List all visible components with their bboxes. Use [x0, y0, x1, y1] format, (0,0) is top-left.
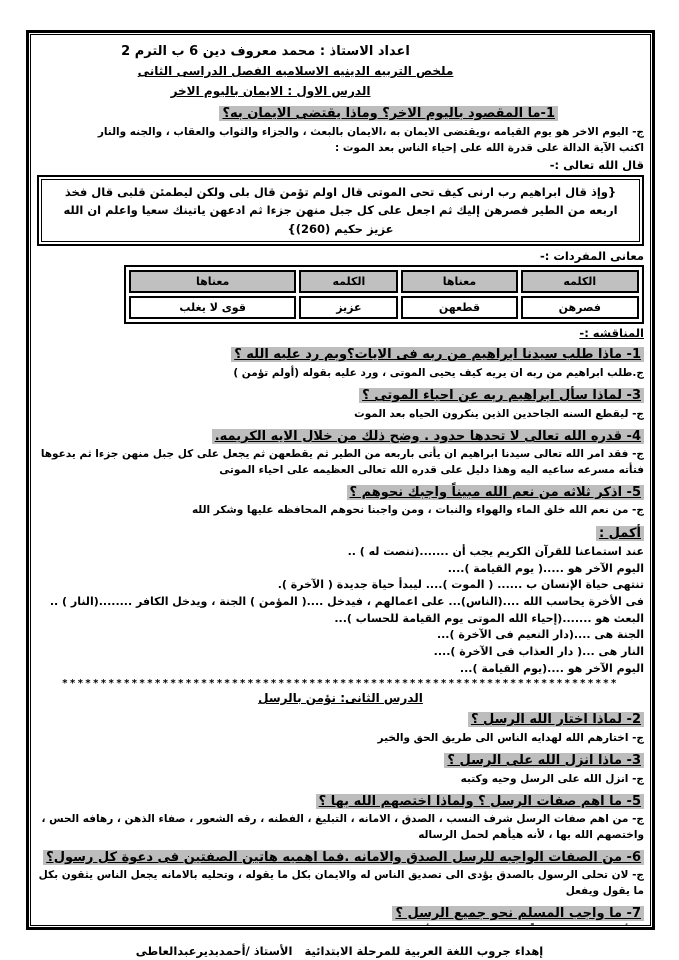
vocab-header-meaning: معناها	[129, 270, 296, 293]
lesson2-question: 7- ما واجب المسلم نحو جميع الرسل ؟	[37, 901, 644, 923]
quran-verse-box	[37, 175, 644, 246]
document-content	[31, 35, 650, 926]
lesson2-question: 3- ماذا انزل الله على الرسل ؟	[37, 748, 644, 770]
discussion-question: 1- ماذا طلب سيدنا ابراهيم من ربه فى الايات؟وبم رد عليه الله ؟	[37, 342, 644, 364]
discussion-answer: ج.طلب ابراهيم من ربه ان يريه كيف يحيى الموتى ، ورد عليه بقوله (أولم تؤمن )	[233, 366, 644, 379]
discussion-question: 5- اذكر ثلاثه من نعم الله مبيناً واجبك نحوهم ؟	[37, 480, 644, 502]
lesson1-question1: 1-ما المقصود باليوم الاخر؟ وماذا يقتضى الايمان به؟	[37, 101, 558, 123]
vocab-header-word: الكلمه	[521, 270, 639, 293]
qaala-label: قال الله تعالى :-	[549, 158, 644, 173]
footer-credit: إهداء جروب اللغة العربية للمرحلة الابتدائية الأستاذ /أحمدبديرعبدالعاطى	[135, 944, 544, 958]
discussion-label: المناقشه :-	[579, 326, 644, 341]
prepared-by-line: اعداد الاستاذ : محمد معروف دين 6 ب الترم 2	[121, 44, 410, 59]
fill-in-line: اليوم الآخر هو .....( يوم القيامة )....	[447, 561, 644, 575]
fill-in-line: البعث هو .......(إحياء الله الموتى يوم القيامة للحساب )...	[334, 611, 644, 625]
discussion-question: 4- قدره الله تعالى لا تحدها حدود . وضح ذلك من خلال الايه الكريمه.	[37, 424, 644, 446]
vocab-meaning-cell: قوى لا يغلب	[129, 296, 296, 319]
lesson2-question: 2- لماذا اختار الله الرسل ؟	[37, 707, 644, 729]
lesson2-title: الدرس الثانى: نؤمن بالرسل	[258, 691, 423, 706]
vocab-data-row	[129, 296, 639, 319]
vocab-meaning-cell: قطعهن	[401, 296, 517, 319]
lesson2-answer: ج- من اهم صفات الرسل شرف النسب ، الصدق ، الامانه ، التبليغ ، الفطنه ، رقه الشعور ، صفاء الذهن ، رهافه الحس ، واختصهم الله بها ، لأنه هيأهم لحمل الرساله	[41, 813, 644, 841]
vocab-header-row	[129, 270, 639, 293]
lesson1-question1-answer: ج- اليوم الاخر هو يوم القيامه ،ويقتضى الايمان به ،الايمان بالبعث ، والجزاء والثواب والعقاب ، والجنه والنار	[97, 125, 644, 138]
vocab-word-cell: فصرهن	[521, 296, 639, 319]
fill-in-line: فى الأخرة يحاسب الله ....(الناس)... على اعمالهم ، فيدخل ....( المؤمن ) الجنة ، ويدخل الكافر ........(النار ) ..	[49, 595, 644, 609]
fill-in-line: الجنة هى ....(دار النعيم فى الآخرة )...	[436, 628, 644, 642]
page-inner-border	[30, 34, 651, 926]
vocab-header-meaning: معناها	[401, 270, 517, 293]
quran-verse-text: {وإذ قال ابراهيم رب ارنى كيف تحى الموتى قال اولم تؤمن قال بلى ولكن ليطمئن قلبى قال فخذ اربعه من الطير فصرهن إليك ثم اجعل على كل جبل منهن جزءا ثم ادعهن ياتينك سعيا واعلم ان الله عزيز حكيم (260)}	[41, 179, 640, 242]
fill-in-line: اليوم الآخر هو ....(يوم القيامة )...	[459, 661, 644, 675]
lesson2-answer: ج- اختارهم الله لهدايه الناس الى طريق الحق والخير	[377, 731, 644, 744]
summary-title: ملخص التربيه الدينيه الاسلاميه الفصل الدراسى الثانى	[137, 64, 454, 78]
lesson2-answer	[37, 924, 644, 926]
lesson2-question: 6- من الصفات الواجبه للرسل الصدق والامانه .فما اهميه هاتين الصفتين فى دعوة كل رسول؟	[37, 845, 644, 867]
lesson2-answer: ج- لان تحلى الرسول بالصدق يؤدى الى تصديق الناس له والايمان بكل ما يقوله ، وتحليه بالامانه يجعل الناس يثقون بكل ما يقول ويفعل	[38, 869, 644, 897]
vocabulary-table	[124, 265, 644, 324]
fill-in-line: عند استماعنا للقرآن الكريم يجب أن .......(ننصت له ) ..	[347, 545, 644, 559]
vocab-word-cell: عزيز	[299, 296, 398, 319]
vocab-label: معانى المفردات :-	[539, 249, 644, 264]
discussion-answer: ج- من نعم الله خلق الماء والهواء والنبات ، ومن واجبنا نحوهم المحافظه عليها وشكر الله	[191, 504, 644, 517]
discussion-question: 3- لماذا سأل ابراهيم ربه عن احياء الموتى ؟	[37, 383, 644, 405]
lesson1-title: الدرس الاول : الايمان باليوم الاخر	[170, 84, 371, 98]
fill-in-line: تنتهى حياة الإنسان ب ...... ( الموت ).... ليبدأ حياة جديدة ( الآخرة ).	[277, 578, 644, 592]
fill-in-line: النار هى ...( دار العذاب فى الآخرة )....	[433, 644, 644, 658]
write-verse-prompt: اكتب الآية الدالة على قدرة الله على إحياء الناس بعد الموت :	[335, 141, 644, 154]
discussion-answer: ج- فقد امر الله تعالى سيدنا ابراهيم ان يأتى باربعه من الطير ثم يقطعهن ثم يجعل على كل جبل منهن جزءا ثم يدعوها فتأته مسرعه ساعيه اليه وهذا دليل على قدره الله تعالى العظيمه على احياء الموتى	[40, 448, 644, 476]
complete-label: أكمل :	[37, 521, 644, 543]
page-border-frame	[26, 30, 655, 930]
vocab-header-word: الكلمه	[299, 270, 398, 293]
discussion-answer: ج- ليقطع السنه الجاحدين الذين ينكرون الحياه بعد الموت	[354, 407, 644, 420]
asterisk-separator: ************************************************************************	[62, 678, 619, 690]
lesson2-question: 5- ما اهم صفات الرسل ؟ ولماذا اختصهم الله بها ؟	[37, 789, 644, 811]
lesson2-answer: ج- انزل الله على الرسل وحيه وكتبه	[460, 772, 644, 785]
